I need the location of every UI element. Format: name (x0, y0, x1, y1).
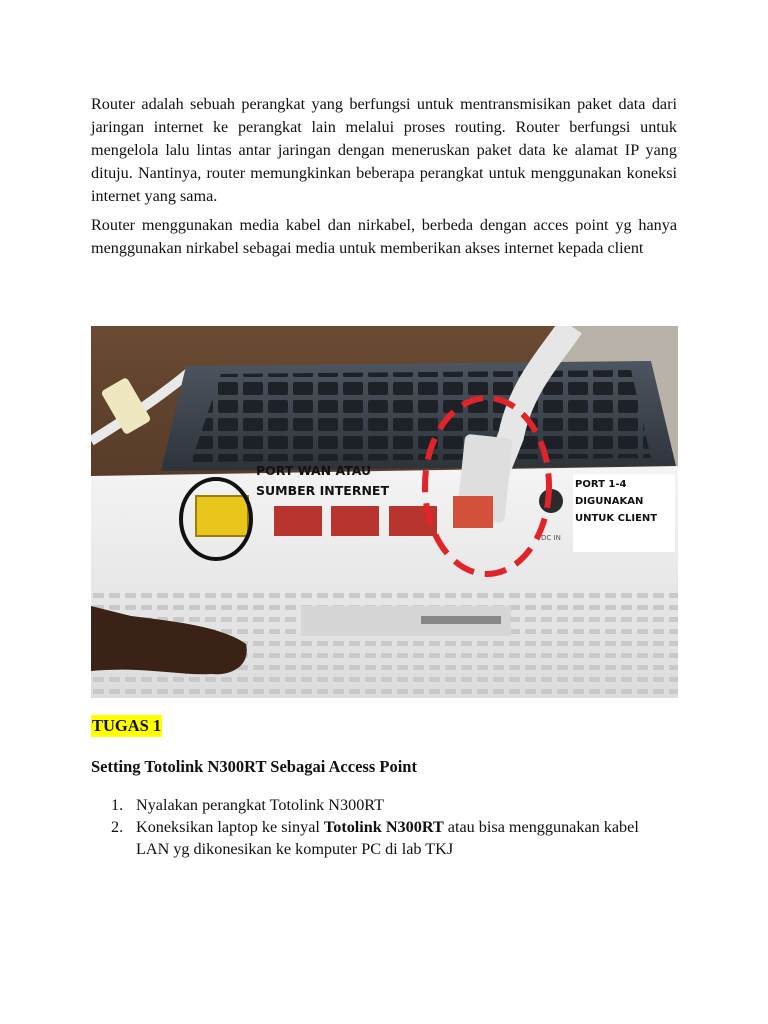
router-media-paragraph: Router menggunakan media kabel dan nirkabel, berbeda dengan acces point yg hanya menggunakan nirkabel sebagai media untuk memberikan akses internet kepada client (91, 216, 677, 257)
router-photo (91, 326, 678, 698)
wan-port-callout (256, 461, 389, 501)
list-item (91, 816, 651, 860)
step-text-before: Koneksikan laptop ke sinyal (136, 818, 324, 836)
step-text: Nyalakan perangkat Totolink N300RT (136, 796, 384, 814)
wan-label-line2: SUMBER INTERNET (256, 483, 389, 498)
intro-paragraph: Router adalah sebuah perangkat yang berfungsi untuk mentransmisikan paket data dari jaringan internet ke perangkat lain melalui proses routing. Router berfungsi untuk mengelola lalu lintas antar jaringan dengan meneruskan paket data ke alamat IP yang dituju. Nantinya, router memungkinkan beberapa perangkat untuk menggunakan koneksi internet yang sama. (91, 95, 677, 205)
task-steps-list (91, 794, 651, 860)
lan-label-line1: PORT 1-4 (575, 479, 627, 490)
wan-label-line1: PORT WAN ATAU (256, 463, 372, 478)
task-subtitle: Setting Totolink N300RT Sebagai Access Point (91, 757, 417, 776)
list-item (91, 794, 651, 816)
task-heading: TUGAS 1 (92, 716, 162, 735)
step-text-after: atau bisa menggunakan kabel LAN yg dikonesikan ke komputer PC di lab TKJ (136, 818, 639, 858)
lan-label-line3: UNTUK CLIENT (575, 513, 658, 524)
step-text-bold: Totolink N300RT (323, 818, 444, 836)
dc-in-label: DC IN (541, 534, 561, 542)
lan-label-line2: DIGUNAKAN (575, 496, 644, 507)
step-number: 1. (111, 796, 124, 814)
lan-port-callout (573, 474, 675, 552)
step-number: 2. (111, 818, 124, 836)
